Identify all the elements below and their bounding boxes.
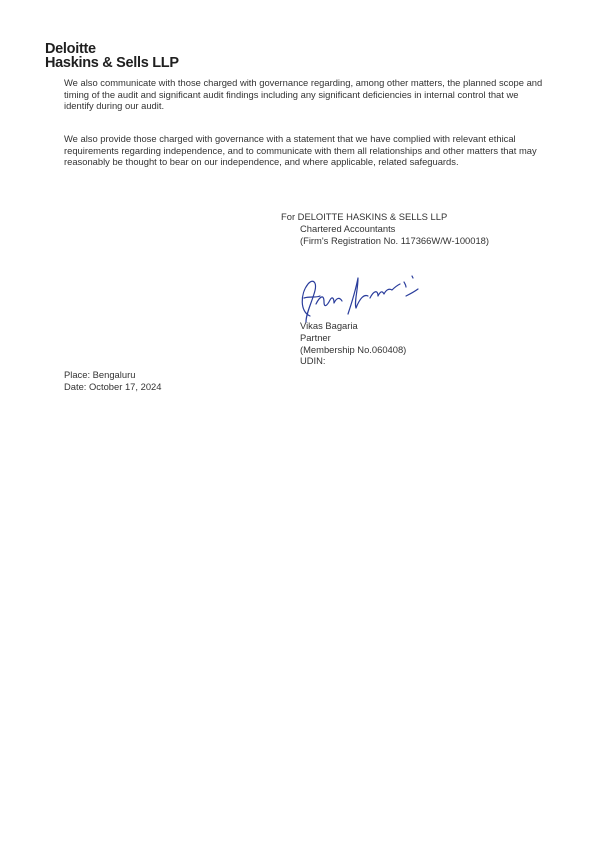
firm-designation: Chartered Accountants [300, 223, 396, 234]
paragraph-governance-communication: We also communicate with those charged with governance regarding, among other matters, the planned scope and timing of the audit and significant audit findings including any significant deficiencies in internal control that we identify during our audit. [64, 77, 543, 112]
firm-name: For DELOITTE HASKINS & SELLS LLP [281, 211, 448, 222]
firm-detail-block [300, 223, 489, 247]
signatory-name: Vikas Bagaria [300, 320, 358, 331]
udin-label: UDIN: [300, 355, 326, 367]
logo-line-1: Deloitte [45, 41, 96, 57]
place-date-block [64, 369, 161, 393]
signatory-title: Partner [300, 331, 331, 343]
firm-registration: (Firm's Registration No. 117366W/W-100018) [300, 234, 490, 246]
place: Place: Bengaluru [64, 369, 136, 380]
firm-name-block [281, 211, 447, 223]
signatory-block [300, 320, 406, 367]
date: Date: October 17, 2024 [64, 380, 162, 392]
membership-number: (Membership No.060408) [300, 343, 407, 355]
logo-line-2: Haskins & Sells LLP [45, 55, 179, 71]
deloitte-logo [45, 42, 179, 70]
paragraph-independence-statement: We also provide those charged with governance with a statement that we have complied with relevant ethical requirements regarding independence, and to communicate with them all relationships and other matters that may reasonably be thought to bear on our independence, and where applicable, related safeguards. [64, 133, 537, 168]
